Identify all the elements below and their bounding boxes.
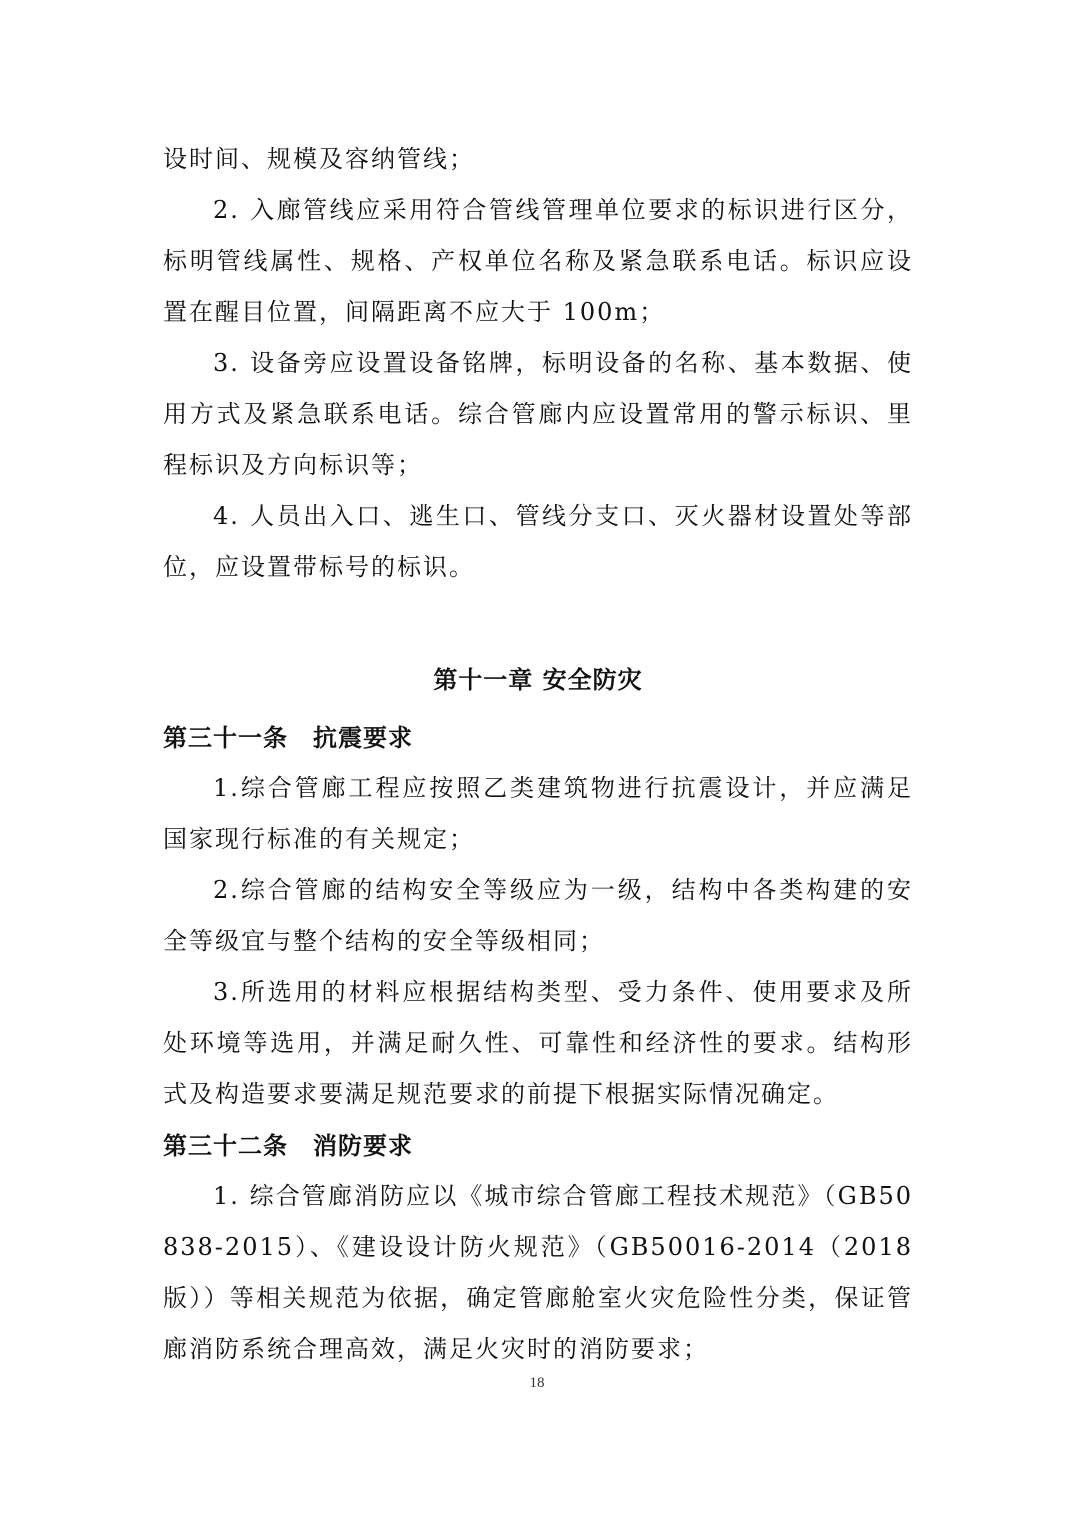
list-item-3: 3. 设备旁应设置设备铭牌，标明设备的名称、基本数据、使用方式及紧急联系电话。综合管廊内应设置常用的警示标识、里程标识及方向标识等； bbox=[163, 349, 913, 479]
document-body bbox=[163, 134, 913, 1375]
article-31-item-1: 1.综合管廊工程应按照乙类建筑物进行抗震设计，并应满足国家现行标准的有关规定； bbox=[163, 774, 913, 853]
page-number: 18 bbox=[529, 1375, 545, 1391]
article-31-item-3: 3.所选用的材料应根据结构类型、受力条件、使用要求及所处环境等选用，并满足耐久性、可靠性和经济性的要求。结构形式及构造要求要满足规范要求的前提下根据实际情况确定。 bbox=[163, 978, 913, 1108]
chapter-title: 第十一章 安全防灾 bbox=[433, 665, 643, 694]
article-32-heading: 第三十二条 消防要求 bbox=[163, 1131, 413, 1160]
list-item-2: 2. 入廊管线应采用符合管线管理单位要求的标识进行区分，标明管线属性、规格、产权单位名称及紧急联系电话。标识应设置在醒目位置，间隔距离不应大于 100m； bbox=[163, 196, 913, 326]
article-31-heading: 第三十一条 抗震要求 bbox=[163, 723, 413, 752]
article-31-item-2: 2.综合管廊的结构安全等级应为一级，结构中各类构建的安全等级宜与整个结构的安全等级相同； bbox=[163, 876, 913, 955]
article-32-item-1: 1. 综合管廊消防应以《城市综合管廊工程技术规范》（GB50838-2015）、《建设设计防火规范》（GB50016-2014（2018版））等相关规范为依据，确定管廊舱室火灾危险性分类，保证管廊消防系统合理高效，满足火灾时的消防要求； bbox=[163, 1182, 913, 1363]
paragraph-continuation: 设时间、规模及容纳管线； bbox=[163, 145, 475, 173]
list-item-4: 4. 人员出入口、逃生口、管线分支口、灭火器材设置处等部位，应设置带标号的标识。 bbox=[163, 502, 913, 581]
